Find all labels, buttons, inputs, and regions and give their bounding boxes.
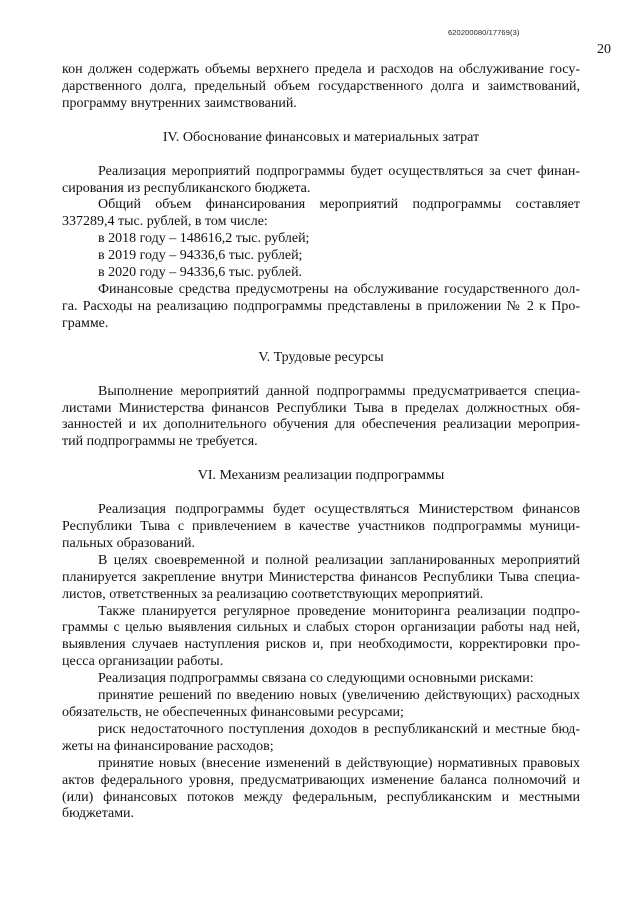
- text-line: листов, ответственных за реализацию соответствующих мероприятий.: [62, 586, 484, 602]
- document-body: [62, 62, 580, 823]
- page-number: 20: [597, 42, 611, 57]
- section-6-paragraph-3: [62, 604, 580, 672]
- section-4-paragraph-1: [62, 164, 580, 198]
- text-line: Общий объем финансирования мероприятий подпрограммы составляет: [98, 197, 580, 213]
- text-line: выявления случаев наступления рисков и, при необходимости, корректировки про-: [62, 637, 580, 653]
- text-line: принятие новых (внесение изменений в действующие) нормативных правовых: [98, 755, 580, 771]
- text-line: сирования из республиканского бюджета.: [62, 180, 311, 196]
- section-6-paragraph-5: [62, 688, 580, 722]
- text-line: принятие решений по введению новых (увеличению действующих) расходных: [98, 688, 580, 704]
- text-line: Финансовые средства предусмотрены на обслуживание государственного дол-: [98, 281, 580, 297]
- funding-list: [62, 231, 580, 282]
- section-5-title: V. Трудовые ресурсы: [258, 349, 384, 365]
- section-6-paragraph-2: [62, 553, 580, 604]
- text-line: граммы с целью выявления сильных и слабых сторон организации работы над ней,: [62, 620, 580, 636]
- section-6-paragraph-4: [62, 671, 580, 688]
- text-line: дарственного долга, предельный объем государственного долга и заимствований,: [62, 78, 580, 94]
- text-line: га. Расходы на реализацию подпрограммы представлены в приложении № 2 к Про-: [62, 298, 580, 314]
- text-line: пальных образований.: [62, 535, 195, 551]
- list-item: в 2018 году – 148616,2 тыс. рублей;: [98, 231, 310, 247]
- section-6-paragraph-1: [62, 502, 580, 553]
- text-line: 337289,4 тыс. рублей, в том числе:: [62, 214, 268, 230]
- text-line: грамме.: [62, 315, 109, 331]
- document-code: 620200080/17769(3): [448, 28, 520, 37]
- list-item: в 2019 году – 94336,6 тыс. рублей;: [98, 248, 303, 264]
- text-line: кон должен содержать объемы верхнего предела и расходов на обслуживание госу-: [62, 62, 580, 77]
- text-line: Реализация подпрограммы связана со следующими основными рисками:: [98, 671, 534, 687]
- text-line: планируется закрепление внутри Министерства финансов Республики Тыва специа-: [62, 569, 580, 585]
- section-4-title: IV. Обоснование финансовых и материальных затрат: [162, 129, 480, 145]
- section-4-paragraph-2: [62, 197, 580, 231]
- text-line: обязательств, не обеспеченных финансовыми ресурсами;: [62, 705, 404, 720]
- text-line: Реализация подпрограммы будет осуществляться Министерством финансов: [98, 502, 580, 518]
- text-line: актов федерального уровня, предусматривающих изменение баланса полномочий и: [62, 772, 580, 788]
- section-6-paragraph-7: [62, 756, 580, 824]
- text-line: В целях своевременной и полной реализации запланированных мероприятий: [98, 552, 580, 568]
- text-line: Республики Тыва с привлечением в качестве участников подпрограммы муници-: [62, 519, 580, 535]
- section-5-paragraph-1: [62, 384, 580, 452]
- section-6-paragraph-6: [62, 722, 580, 756]
- text-line: цесса организации работы.: [62, 654, 224, 670]
- text-line: Реализация мероприятий подпрограммы будет осуществляться за счет финан-: [98, 163, 580, 179]
- text-line: листами Министерства финансов Республики Тыва в пределах должностных обя-: [62, 400, 580, 416]
- text-line: риск недостаточного поступления доходов в республиканский и местные бюд-: [98, 721, 580, 737]
- text-line: Выполнение мероприятий данной подпрограммы предусматривается специа-: [98, 383, 580, 399]
- text-line: занностей и их дополнительного обучения для обеспечения реализации мероприя-: [62, 417, 580, 433]
- section-4-paragraph-3: [62, 282, 580, 333]
- text-line: жеты на финансирование расходов;: [62, 738, 274, 754]
- text-line: бюджетами.: [62, 806, 135, 822]
- text-line: (или) финансовых потоков между федеральным, республиканским и местными: [62, 789, 580, 805]
- text-line: программу внутренних заимствований.: [62, 95, 297, 111]
- list-item: в 2020 году – 94336,6 тыс. рублей.: [98, 265, 303, 281]
- text-line: Также планируется регулярное проведение мониторинга реализации подпро-: [98, 603, 580, 619]
- section-6-title: VI. Механизм реализации подпрограммы: [197, 468, 445, 484]
- intro-paragraph: [62, 62, 580, 113]
- text-line: тий подпрограммы не требуется.: [62, 434, 258, 450]
